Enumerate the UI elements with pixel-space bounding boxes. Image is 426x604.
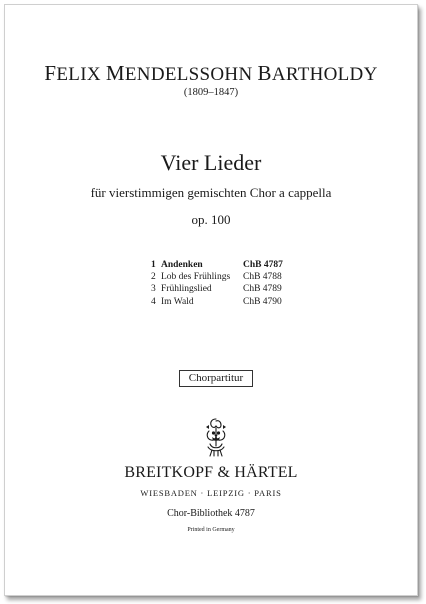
breitkopf-haertel-emblem-icon (201, 416, 231, 458)
work-subtitle: für vierstimmigen gemischten Chor a cappella (90, 185, 332, 200)
song-title: Frühlingslied (161, 284, 212, 295)
edition-label: Chorpartitur (179, 370, 253, 387)
composer-first-rest: ELIX (56, 64, 101, 85)
work-title: Vier Lieder (160, 150, 262, 175)
composer-first-initial: F (44, 61, 57, 85)
song-title: Andenken (161, 260, 203, 270)
composer-last-rest: ARTHOLDY (271, 64, 378, 85)
song-list-item (151, 296, 283, 308)
composer-middle-rest: ENDELSSOHN (124, 64, 253, 85)
song-catalog: ChB 4787 (243, 260, 283, 270)
catalog-number: Chor-Bibliothek 4787 (167, 508, 255, 519)
printed-note: Printed in Germany (187, 527, 235, 533)
song-catalog: ChB 4789 (243, 284, 282, 295)
publisher-cities: WIESBADEN · LEIPZIG · PARIS (140, 488, 282, 498)
composer-middle-initial: M (105, 61, 125, 85)
song-number: 1 (151, 260, 156, 270)
score-cover (4, 4, 418, 596)
song-catalog: ChB 4790 (243, 296, 282, 307)
composer-name (5, 61, 417, 86)
song-title: Im Wald (161, 296, 194, 307)
song-list-item (151, 283, 283, 295)
work-opus: op. 100 (191, 212, 231, 227)
song-list (151, 259, 283, 308)
publisher-name: BREITKOPF & HÄRTEL (124, 464, 298, 481)
composer-dates: (1809–1847) (183, 87, 239, 98)
song-title: Lob des Frühlings (161, 272, 231, 283)
composer-last-initial: B (257, 61, 272, 85)
song-list-item (151, 259, 283, 271)
song-number: 2 (151, 272, 156, 283)
song-catalog: ChB 4788 (243, 272, 282, 283)
song-number: 3 (151, 284, 156, 295)
song-number: 4 (151, 296, 156, 307)
song-list-item (151, 271, 283, 283)
